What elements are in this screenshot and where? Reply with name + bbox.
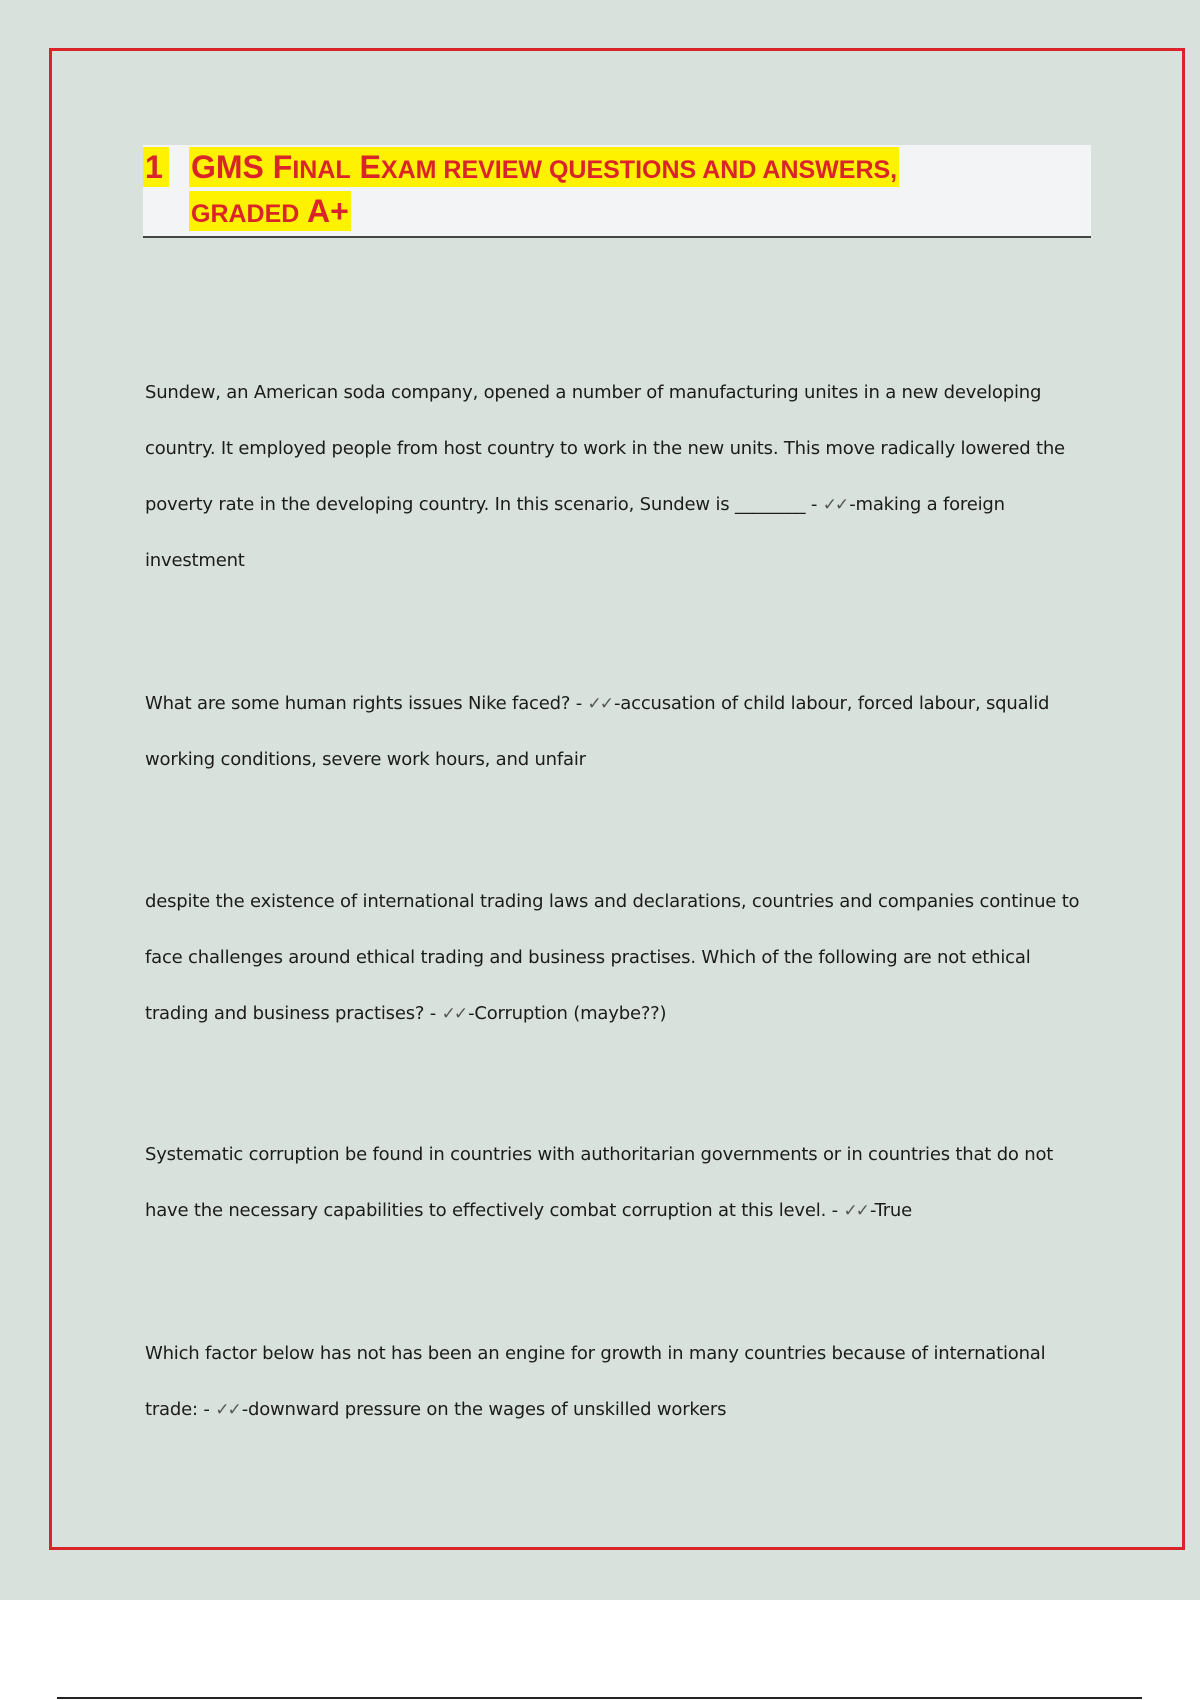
heading-title-line-2 xyxy=(189,191,351,231)
page-border-frame xyxy=(49,48,1185,1550)
question-text: What are some human rights issues Nike faced? - xyxy=(145,693,588,714)
answer-text: -making a foreign investment xyxy=(145,494,1005,571)
answer-text: -True xyxy=(869,1200,913,1221)
qa-item xyxy=(145,365,1095,589)
double-check-icon: ✓✓ xyxy=(587,694,613,714)
double-check-icon: ✓✓ xyxy=(843,1201,868,1221)
question-text: Systematic corruption be found in countries with authoritarian governments or in countries that do not have the necessary capabilities to effectively combat corruption at this level. - xyxy=(145,1144,1054,1221)
qa-item xyxy=(145,1326,1095,1438)
heading-title-part: XAM REVIEW QUESTIONS AND ANSWERS, xyxy=(380,156,898,184)
answer-text: -accusation of child labour, forced labour, squalid working conditions, severe work hours, and unfair xyxy=(145,693,1050,770)
qa-item xyxy=(145,1127,1095,1239)
question-text: despite the existence of international trading laws and declarations, countries and companies continue to face challenges around ethical trading and business practises. Which of the following are not ethical trading and business practises? - xyxy=(145,891,1080,1024)
qa-item xyxy=(145,874,1095,1042)
heading-title-part: A+ xyxy=(299,193,349,229)
double-check-icon: ✓✓ xyxy=(215,1400,240,1420)
question-text: Sundew, an American soda company, opened a number of manufacturing unites in a new developing country. It employed people from host country to work in the new units. This move radically lowered the poverty rate in the developing country. In this scenario, Sundew is ________ - xyxy=(145,382,1065,515)
heading-title-line-1 xyxy=(189,147,899,187)
answer-text: -Corruption (maybe??) xyxy=(468,1003,667,1024)
document-heading xyxy=(143,145,1091,238)
heading-number: 1 xyxy=(143,147,169,187)
heading-title-part: GMS F xyxy=(191,149,293,185)
qa-item xyxy=(145,676,1095,788)
double-check-icon: ✓✓ xyxy=(822,495,848,515)
answer-text: -downward pressure on the wages of unskilled workers xyxy=(241,1399,727,1420)
double-check-icon: ✓✓ xyxy=(441,1004,467,1024)
footer-rule xyxy=(57,1697,1142,1699)
heading-title-part: INAL xyxy=(292,156,351,184)
question-text: Which factor below has not has been an engine for growth in many countries because of international trade: - xyxy=(145,1343,1046,1420)
heading-title-part: E xyxy=(350,149,381,185)
heading-title-part: GRADED xyxy=(191,200,300,228)
